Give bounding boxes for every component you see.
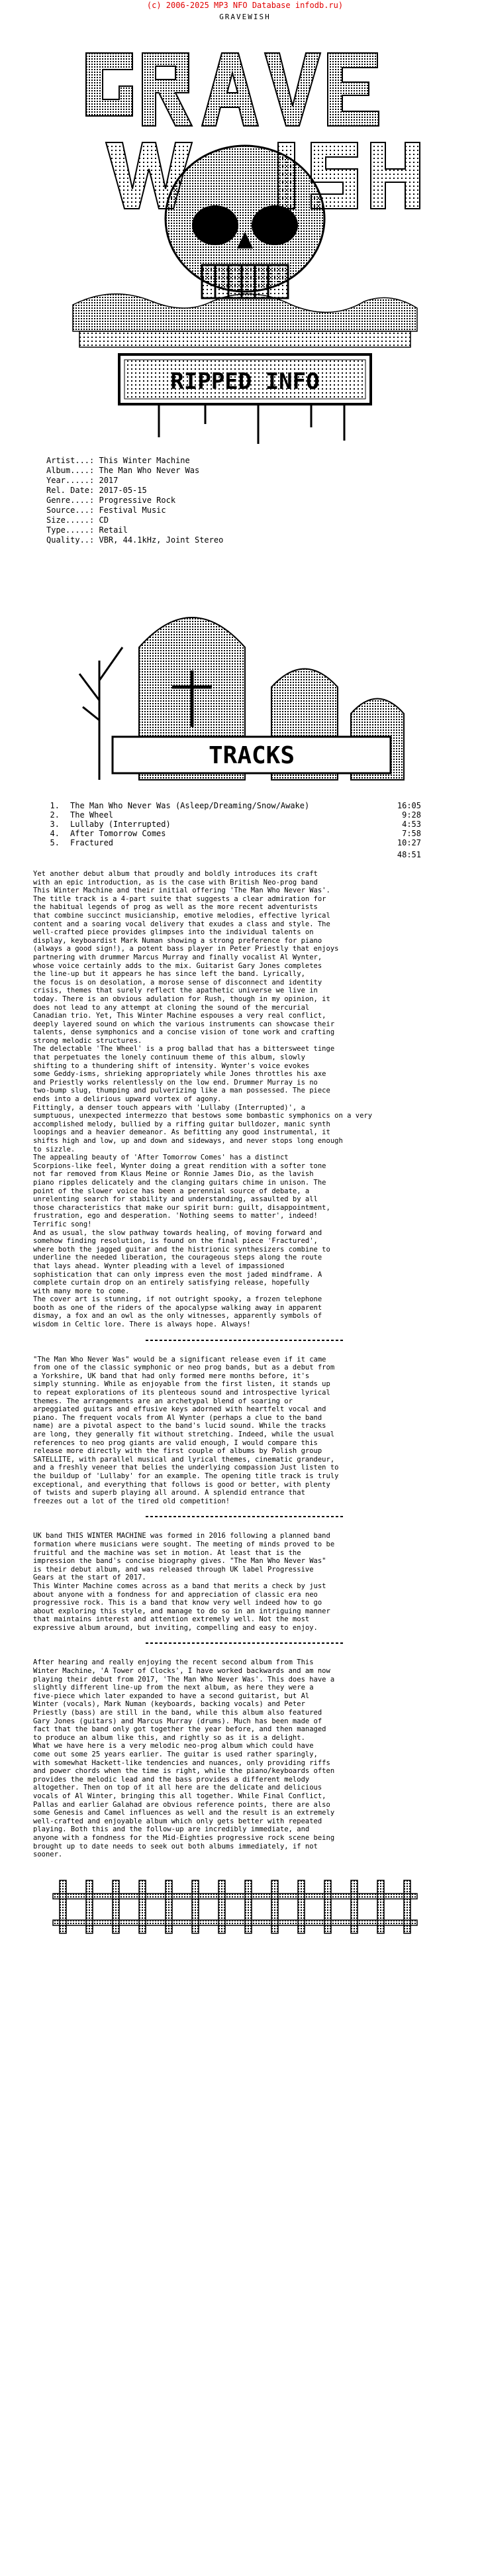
info-value: Progressive Rock: [99, 496, 176, 505]
info-label: Quality: [46, 535, 80, 545]
info-leader: .....:: [65, 525, 99, 535]
info-value: CD: [99, 515, 109, 525]
info-row-rel-date: [46, 486, 457, 496]
review-4: After hearing and really enjoying the recent second album from This Winter Machine, 'A Tower of Clocks', I have worked backwards and am now playing their debut from 2017, 'The Man Who Never Was'. This does have a slightly different line-up from the next album, as here they were a five-piece which later expanded to have a second guitarist, but Al Winter (vocals), Mark Numan (keyboards, backing vocals) and Peter Priestly (bass) are still in the band, while this album also featured Gary Jones (guitars) and Marcus Murray (drums). Much has been made of fact that the band only got together the year before, and then managed to produce an album like this, and rightly so as it is a delight. What we have here is a very melodic neo-prog album which could have come out some 25 years earlier. The guitar is used rather sparingly, with somewhat Hackett-like tendencies and nuances, only providing riffs and power chords when the time is right, while the piano/keyboards often provides the melodic lead and the bass provides a different melody altogether. Then on top of it all here are the delicate and delicious vocals of Al Winter, bringing this all together. While Final Conflict, Pallas and earlier Galahad are obvious reference points, there are also some Genesis and Camel influences as well and the result is an extremely well-crafted and enjoyable album which only gets better with repeated playing. Both this and the follow-up are incredibly immediate, and anyone with a fondness for the Mid-Eighties progressive rock scene being brought up to date needs to seek out both albums immediately, if not sooner.: [33, 1658, 335, 1859]
track-time: 10:27: [397, 838, 421, 847]
info-row-source: [46, 506, 457, 515]
total-time-row: [33, 850, 457, 859]
info-row-genre: [46, 496, 457, 506]
info-leader: :: [89, 486, 99, 495]
nfo-document: [33, 0, 457, 1940]
track-time: 16:05: [397, 801, 421, 810]
drip-art: [159, 404, 344, 444]
info-label: Genre: [46, 496, 71, 505]
logo-sign: [119, 354, 371, 404]
track-row: [33, 820, 457, 829]
track-no: 3.: [50, 820, 60, 829]
info-value: Retail: [99, 525, 128, 535]
track-row: [33, 810, 457, 820]
info-label: Album: [46, 466, 71, 475]
track-time: 4:53: [402, 820, 421, 829]
track-row: [33, 801, 457, 810]
brand-name: GRAVEWISH: [219, 13, 271, 21]
track-time: 9:28: [402, 810, 421, 820]
info-label: Size: [46, 515, 66, 525]
info-label: Artist: [46, 456, 75, 465]
copyright-line: (c) 2006-2025 MP3 NFO Database infodb.ru): [146, 1, 344, 10]
info-row-year: [46, 476, 457, 486]
info-leader: ..:: [79, 535, 99, 545]
track-title: After Tomorrow Comes: [70, 829, 166, 838]
total-time: 48:51: [397, 850, 421, 859]
info-label: Year: [46, 476, 66, 485]
info-row-type: [46, 525, 457, 535]
release-info: [46, 456, 457, 545]
track-no: 4.: [50, 829, 60, 838]
track-title: The Man Who Never Was (Asleep/Dreaming/Snow/Awake): [70, 801, 310, 810]
info-row-artist: [46, 456, 457, 466]
divider-art: [146, 1336, 344, 1345]
info-label: Type: [46, 525, 66, 535]
grave-skull-logo-art: [60, 27, 430, 451]
rubble-art: [73, 294, 417, 347]
track-title: Lullaby (Interrupted): [70, 820, 171, 829]
logo-art-wrap: [60, 27, 430, 451]
review-1: Yet another debut album that proudly and boldly introduces its craft with an epic introduction, as is the case with British Neo-prog band This Winter Machine and their initial offering 'The Man Who Never Was'. The title track is a 4-part suite that suggests a clear admiration for the habitual legends of prog as well as the more recent adventurists that combine succinct musicianship, emotive melodies, effective lyrical content and a soaring vocal delivery that exudes a class and style. The well-crafted piece provides glimpses into the individual talents on display, keyboardist Mark Numan showing a strong preference for piano (always a good sign!), a potent bass player in Peter Priestly that enjoys partnering with drummer Marcus Murray and finally vocalist Al Wynter, whose voice certainly adds to the mix. Guitarist Gary Jones completes the line-up but it appears he has since left the band. Lyrically, the focus is on desolation, a morose sense of disconnect and identity crisis, themes that surely reflect the apathetic universe we live in today. There is an obvious adulation for Rush, though in my opinion, it does not lead to any attempt at cloning the sound of the mercurial Canadian trio. Yet, This Winter Machine espouses a very real conflict, deeply layered sound on which the various instruments can showcase their talents, dense symphonics and a concise vision of tone work and crafting strong melodic structures. The delectable 'The Wheel' is a prog ballad that has a bittersweet tinge that perpetuates the lonely continuum theme of this album, slowly shifting to a thundering shift of intensity. Wynter's voice evokes some Geddy-isms, shrieking appropriately while Jones throttles his axe and Priestly works relentlessly on the low end. Drummer Murray is no two-bump slug, thumping and pulverizing like a man possessed. The piece ends into a delirious upward vortex of agony. Fittingly, a denser touch appears with 'Lullaby (Interrupted)', a sumptuous, unexpected intermezzo that bestows some bombastic symphonics on a very accomplished melody, bullied by a riffing guitar bulldozer, manic synth loopings and a heavier demeanor. As befitting any good instrumental, it shifts high and low, up and down and sideways, and never stops long enough to sizzle. The appealing beauty of 'After Tomorrow Comes' has a distinct Scorpions-like feel, Wynter doing a great rendition with a softer tone not far removed from Klaus Meine or Ronnie James Dio, as the lavish piano ripples delicately and the clanging guitars chime in unison. The point of the slower voice has been a perennial source of debate, a unrelenting search for stability and understanding, assaulted by all those characteristics that make our spirit burn: guilt, disappointment, frustration, ego and desperation. 'Nothing seems to matter', indeed! Terrific song! And as usual, the slow pathway towards healing, of moving forward and somehow finding resolution, is found on the final piece 'Fractured', where both the jagged guitar and the histrionic synthesizers combine to underline the needed liberation, the courageous steps along the route that lays ahead. Wynter pleading with a level of impassioned sophistication that can only impress even the most jaded mindframe. A complete curtain drop on an entirely satisfying release, hopefully with many more to come. The cover art is stunning, if not outright spooky, a frozen telephone booth as one of the riders of the apocalypse walking away in apparent dismay, a fox and an owl as the only witnesses, apparently symbols of wisdom in Celtic lore. There is always hope. Always!: [33, 870, 373, 1329]
divider-art-3: [146, 1638, 344, 1648]
info-leader: ....:: [70, 496, 99, 505]
track-row: [33, 838, 457, 847]
info-leader: ....:: [70, 466, 99, 475]
skull-icon: [166, 146, 324, 298]
track-title: The Wheel: [70, 810, 114, 820]
info-value: This Winter Machine: [99, 456, 190, 465]
info-row-quality: [46, 535, 457, 545]
track-title: Fractured: [70, 838, 114, 847]
divider-art-2: [146, 1512, 344, 1521]
info-value: Festival Music: [99, 506, 166, 515]
logo-letters: [86, 53, 379, 126]
track-row: [33, 829, 457, 838]
info-label: Source: [46, 506, 75, 515]
tracks-banner-text: TRACKS: [208, 742, 295, 769]
info-row-size: [46, 515, 457, 525]
track-time: 7:58: [402, 829, 421, 838]
info-value: 2017: [99, 476, 119, 485]
tracklist: [33, 801, 457, 859]
info-value: The Man Who Never Was: [99, 466, 200, 475]
info-leader: .....:: [65, 476, 99, 485]
info-value: VBR, 44.1kHz, Joint Stereo: [99, 535, 224, 545]
track-no: 1.: [50, 801, 60, 810]
bottom-graveyard-art: [46, 1867, 444, 1940]
info-value: 2017-05-15: [99, 486, 147, 495]
info-leader: .....:: [65, 515, 99, 525]
info-row-album: [46, 466, 457, 476]
track-no: 5.: [50, 838, 60, 847]
review-3: UK band THIS WINTER MACHINE was formed in 2016 following a planned band formation where musicians were sought. The meeting of minds proved to be fruitful and the machine was set in motion. At least that is the impression the band's concise biography gives. "The Man Who Never Was" is their debut album, and was released through UK label Progressive Gears at the start of 2017. This Winter Machine comes across as a band that merits a check by just about anyone with a fondness for and appreciation of classic era neo progressive rock. This is a band that know very well indeed how to go about exploring this style, and manage to do so in an intriguing manner that maintains interest and attention extremely well. Not the most expressive album around, but inviting, compelling and easy to enjoy.: [33, 1532, 335, 1632]
fence-icon: [53, 1880, 417, 1933]
tracks-graveyard-art: [60, 555, 430, 793]
review-2: "The Man Who Never Was" would be a significant release even if it came from one of the classic symphonic or neo prog bands, but as a debut from a Yorkshire, UK band that had only formed mere months before, it's simply stunning. While as enjoyable from the first listen, it stands up to repeat explorations of its plenteous sound and introspective lyrical themes. The arrangements are an archetypal blend of soaring or arpeggiated guitars and effusive keys adorned with heartfelt vocal and piano. The frequent vocals from Al Wynter (perhaps a clue to the band name) are a pivotal aspect to the band's lucid sound. While the tracks are long, they generally fit without stretching. Indeed, while the usual references to neo prog giants are valid enough, I would compare this release more directly with the first couple of albums by Polish group SATELLITE, with parallel musical and lyrical themes, cinematic grandeur, and a freshly veneer that belies the underlying compassion Just listen to the buildup of 'Lullaby' for an example. The opening title track is truly exceptional, and everything that follows is good or better, with plenty of twists and superb playing all around. A splendid entrance that freezes out a lot of the tired old competition!: [33, 1355, 339, 1505]
info-label: Rel. Date: [46, 486, 90, 495]
logo-sign-text: RIPPED INFO: [170, 368, 320, 395]
info-leader: ...:: [75, 456, 99, 465]
track-no: 2.: [50, 810, 60, 820]
info-leader: ...:: [75, 506, 99, 515]
